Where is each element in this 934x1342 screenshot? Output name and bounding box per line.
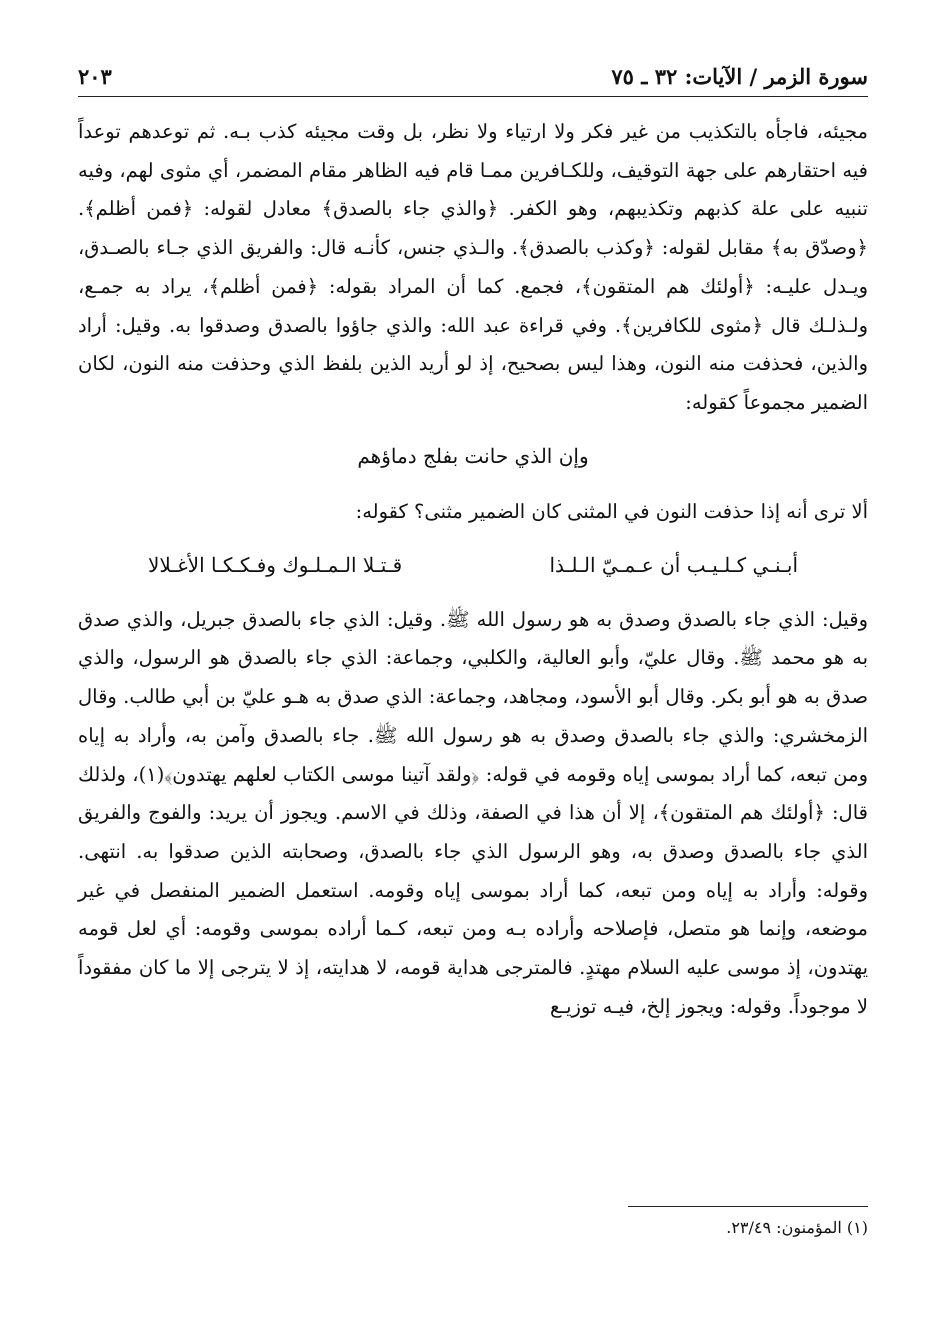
second-hemistich: قـتـلا الـمـلـوك وفـكـكـا الأغـلالا	[148, 553, 403, 578]
first-hemistich: أبـنـي كـلـيـب أن عـمـيّ الـلـذا	[549, 553, 798, 578]
paragraph: ألا ترى أنه إذا حذفت النون في المثنى كان الضمير مثنى؟ كقوله:	[355, 500, 868, 524]
running-title: سورة الزمر / الآيات: ٣٢ ـ ٧٥	[603, 64, 868, 89]
verse-line: وإن الذي حانت بفلج دماؤهم	[357, 443, 589, 468]
paragraph: وقيل: الذي جاء بالصدق وصدق به هو رسول الله ﷺ. وقيل: الذي جاء بالصدق جبريل، والذي صدق به هو محمد ﷺ. وقال عليّ، وأبو العالية، والكلبي، وجماعة: الذي جاء بالصدق هو الرسول، والذي صدق به هو أبو بكر. وقال أبو الأسود، ومجاهد، وجماعة: الذي صدق به هـو عليّ بن أبي طالب. وقال الزمخشري: والذي جاء بالصدق وصدق به هو رسول الله ﷺ. جاء بالصدق وآمن به، وأراد به إياه ومن تبعه، كما أراد بموسى إياه وقومه في قوله: ﴿ولقد آتينا موسى الكتاب لعلهم يهتدون﴾(١)، ولذلك قال: ﴿أولئك هم المتقون﴾، إلا أن هذا في الصفة، وذلك في الاسم. ويجوز أن يريد: والفوج والفريق الذي جاء بالصدق وصدق به، وهو الرسول الذي جاء بالصدق، وصحابته الذين صدقوا به. انتهى. وقوله: وأراد به إياه ومن تبعه، كما أراد بموسى إياه وقومه. استعمل الضمير المنفصل في غير موضعه، وإنما هو متصل، فإصلاحه وأراده بـه ومن تبعه، كـما أراده بموسى وقومه: أي لعل قومه يهتدون، إذ موسى عليه السلام مهتدٍ. فالمترجى هداية قومه، لا هدايته، إذ لا يترجى إلا ما كان مفقوداً لا موجوداً. وقوله: ويجوز إلخ، فيـه توزيـع	[78, 607, 868, 1018]
paragraph: مجيئه، فاجأه بالتكذيب من غير فكر ولا ارتياء ولا نظر، بل وقت مجيئه كذب بـه. ثم توعدهم توعداً فيه احتقارهم على جهة التوقيف، وللكـافرين ممـا قام فيه الظاهر مقام المضمر، أي مثوى لهم، وفيه تنبيه على علة كذبهم وتكذيبهم، وهو الكفر. ﴿والذي جاء بالصدق﴾ معادل لقوله: ﴿فمن أظلم﴾. ﴿وصدّق به﴾ مقابل لقوله: ﴿وكذب بالصدق﴾. والـذي جنس، كأنـه قال: والفريق الذي جـاء بالصـدق، ويـدل عليـه: ﴿أولئك هم المتقون﴾، فجمع. كما أن المراد بقوله: ﴿فمن أظلم﴾، يراد به جمـع، ولـذلـك قال ﴿مثوى للكافرين﴾. وفي قراءة عبد الله: والذي جاؤوا بالصدق وصدقوا به. وقيل: أراد والذين، فحذفت منه النون، وهذا ليس بصحيح، إذ لو أريد الذين بلفظ الذي وحذفت منه النون، لكان الضمير مجموعاً كقوله:	[78, 120, 868, 414]
footnote: (١) المؤمنون: ٢٣/٤٩.	[726, 1218, 868, 1237]
footnote-area	[78, 0, 868, 1342]
footnote-separator	[628, 1206, 868, 1207]
page-number: ٢٠٣	[78, 64, 120, 89]
